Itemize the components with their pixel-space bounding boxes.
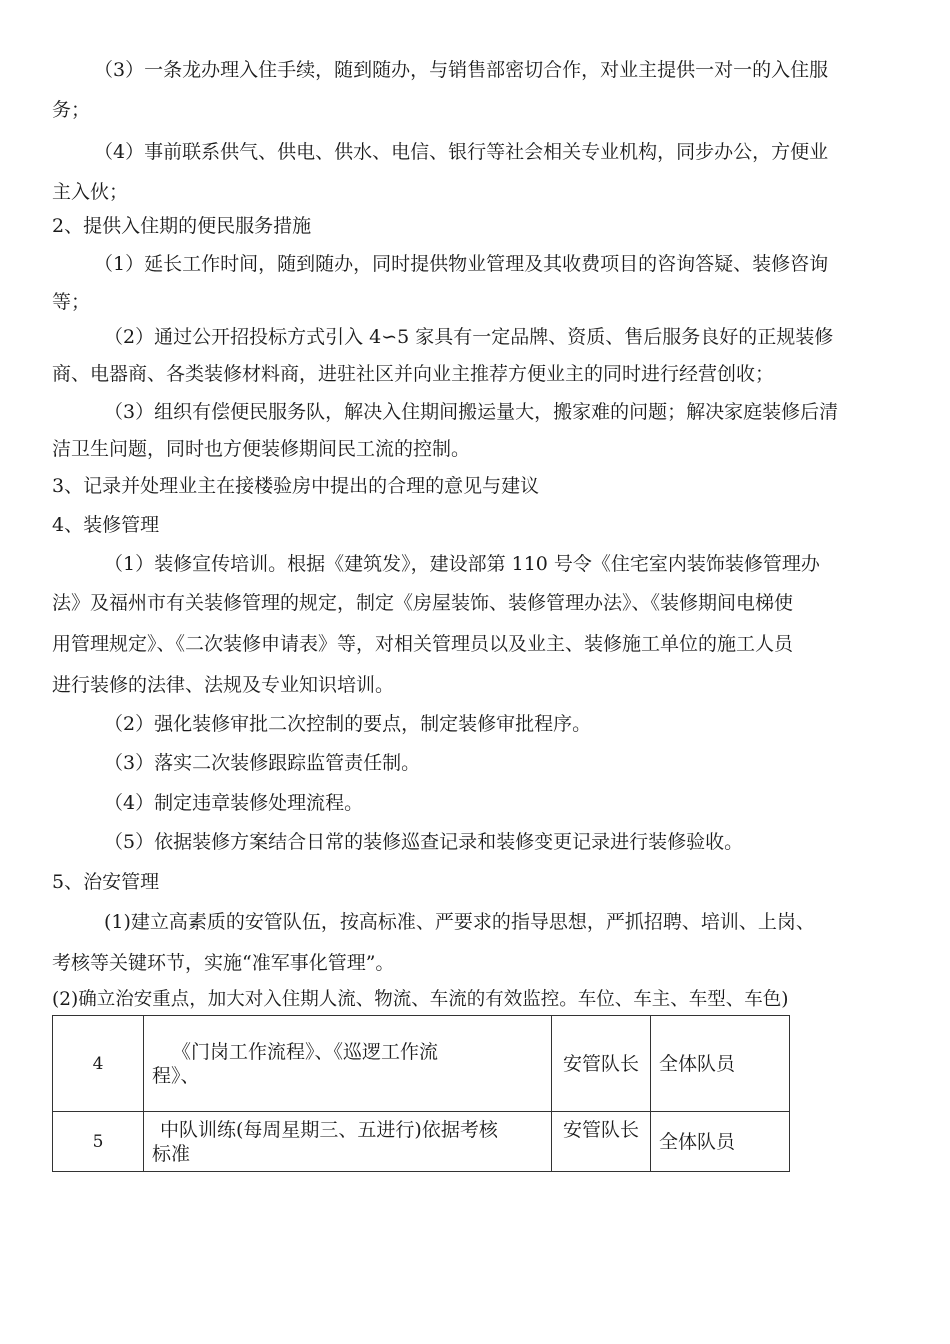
paragraph-line: （1）装修宣传培训。根据《建筑发》，建设部第 110 号令《住宅室内装饰装修管理办 [104,553,820,575]
paragraph-line: （4）制定违章装修处理流程。 [104,792,364,814]
paragraph-line: （4）事前联系供气、供电、供水、电信、银行等社会相关专业机构，同步办公，方便业 [94,141,829,163]
paragraph-line: （2）强化装修审批二次控制的要点，制定装修审批程序。 [104,713,592,735]
paragraph-line: （2）通过公开招投标方式引入 4∽5 家具有一定品牌、资质、售后服务良好的正规装修 [104,326,834,348]
section-heading: 2、提供入住期的便民服务措施 [52,215,312,237]
paragraph-line: （1）延长工作时间，随到随办，同时提供物业管理及其收费项目的咨询答疑、装修咨询 [94,253,829,275]
paragraph-line: 洁卫生问题，同时也方便装修期间民工流的控制。 [52,438,471,460]
section-heading: 3、记录并处理业主在接楼验房中提出的合理的意见与建议 [52,475,540,497]
section-heading: 4、装修管理 [52,514,160,536]
responsible-person: 安管队长 [552,1112,651,1172]
security-task-table [52,1015,790,1172]
task-content [144,1112,552,1172]
participants: 全体队员 [651,1112,790,1172]
task-content-line: 中队训练(每周星期三、五进行)依据考核 [160,1118,498,1141]
paragraph-line: 等； [52,291,91,313]
participants: 全体队员 [651,1016,790,1112]
paragraph-line: 用管理规定》、《二次装修申请表》等，对相关管理员以及业主、装修施工单位的施工人员 [52,633,794,655]
task-content [144,1016,552,1112]
paragraph-line: （3）一条龙办理入住手续，随到随办，与销售部密切合作，对业主提供一对一的入住服 [94,59,829,81]
section-heading: 5、治安管理 [52,871,160,893]
paragraph-line: (1)建立高素质的安管队伍，按高标准、严要求的指导思想，严抓招聘、培训、上岗、 [104,911,815,933]
table-row [53,1112,790,1172]
row-number: 5 [53,1112,144,1172]
paragraph-line: （5）依据装修方案结合日常的装修巡查记录和装修变更记录进行装修验收。 [104,831,744,853]
responsible-person: 安管队长 [552,1016,651,1112]
paragraph-line: (2)确立治安重点，加大对入住期人流、物流、车流的有效监控。车位、车主、车型、车色) [52,989,789,1010]
paragraph-line: 考核等关键环节，实施“准军事化管理”。 [52,952,395,974]
paragraph-line: 商、电器商、各类装修材料商，进驻社区并向业主推荐方便业主的同时进行经营创收； [52,363,775,385]
paragraph-line: 法》及福州市有关装修管理的规定，制定《房屋装饰、装修管理办法》、《装修期间电梯使 [52,592,794,614]
paragraph-line: 务； [52,99,91,121]
row-number: 4 [53,1016,144,1112]
paragraph-line: （3）落实二次装修跟踪监管责任制。 [104,752,421,774]
task-content-line: 标准 [152,1142,191,1165]
task-content-line: 程》、 [152,1064,200,1087]
paragraph-line: 主入伙； [52,181,129,203]
paragraph-line: （3）组织有偿便民服务队，解决入住期间搬运量大，搬家难的问题；解决家庭装修后清 [104,401,839,423]
task-content-line: 《门岗工作流程》、《巡逻工作流 [172,1040,439,1063]
paragraph-line: 进行装修的法律、法规及专业知识培训。 [52,674,395,696]
table-row [53,1016,790,1112]
